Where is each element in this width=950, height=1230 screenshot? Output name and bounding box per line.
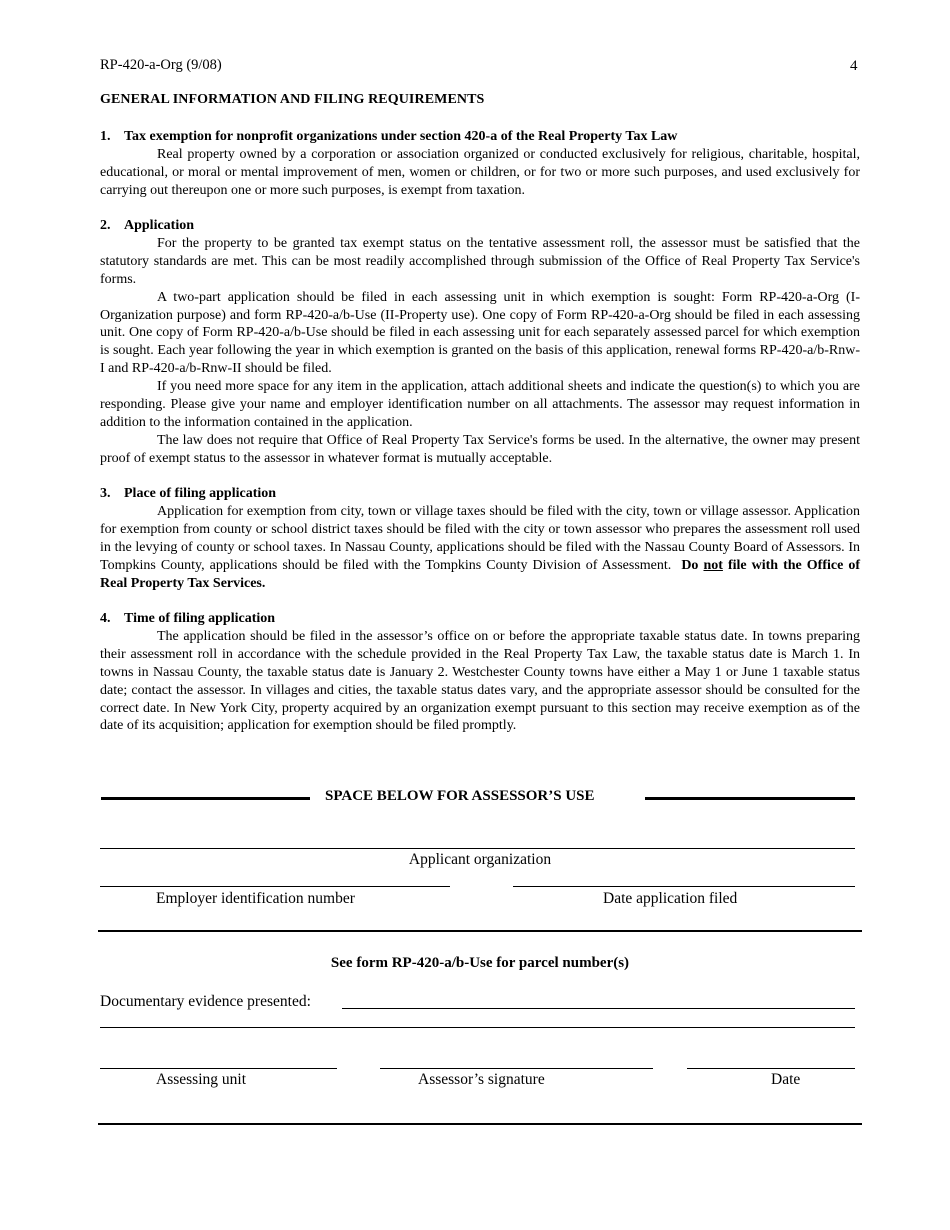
section-1-title: Tax exemption for nonprofit organizations under section 420-a of the Real Property Tax Law	[124, 129, 678, 144]
section-1	[100, 128, 860, 200]
section-2-paragraph-4: The law does not require that Office of Real Property Tax Service's forms be used. In the alternative, the owner may present proof of exempt status to the assessor in whatever format is mutually acceptable.	[100, 432, 860, 466]
parcel-note: See form RP-420-a/b-Use for parcel number(s)	[330, 955, 630, 971]
heading-rule-left	[101, 797, 310, 800]
employer-id-line[interactable]	[100, 886, 450, 887]
section-2-paragraph-2: A two-part application should be filed in each assessing unit in which exemption is sought: Form RP-420-a-Org (I-Organization purpose) and form RP-420-a/b-Use (II-Property use). One copy of Form RP-420-a-Org should be filed in each assessing unit. One copy of Form RP-420-a/b-Use should be filed in each assessing unit for each separately assessed parcel for which exemption is sought. Each year following the year in which exemption is granted on the basis of this application, renewal forms RP-420-a/b-Rnw-I and RP-420-a/b-Rnw-II should be filed.	[100, 289, 860, 377]
applicant-organization-line[interactable]	[100, 848, 855, 849]
applicant-organization-label: Applicant organization	[408, 851, 552, 868]
section-3-text: Application for exemption from city, town or village taxes should be filed with the city, town or village assessor. Application for exemption from county or school district taxes should be filed with the city or town assessor who prepares the assessment roll used in the levying of county or school taxes. In Nassau County, applications should be filed with the Nassau County Board of Assessors. In Tompkins County, applications should be filed with the Tompkins County Division of Assessment.	[100, 503, 860, 573]
form-code: RP-420-a-Org (9/08)	[100, 57, 222, 73]
assessor-signature-line[interactable]	[380, 1068, 653, 1069]
warning-do: Do	[681, 557, 699, 573]
assessing-unit-line[interactable]	[100, 1068, 337, 1069]
warning-rest: file with the Office of Real Property Tax Services.	[100, 557, 861, 591]
section-2-title: Application	[124, 218, 195, 233]
warning-not: not	[703, 557, 723, 573]
section-1-paragraph-1: Real property owned by a corporation or association organized or conducted exclusively for religious, charitable, hospital, educational, or moral or mental improvement of men, women or children, or for two or more such purposes, and used exclusively for carrying out thereupon one or more such purposes, is exempt from taxation.	[100, 146, 860, 198]
date-label: Date	[771, 1071, 801, 1088]
section-1-heading	[100, 128, 860, 146]
date-filed-label: Date application filed	[603, 890, 738, 907]
documentary-evidence-line[interactable]	[342, 1008, 855, 1009]
assessing-unit-label: Assessing unit	[156, 1071, 246, 1088]
heading-rule-right	[645, 797, 855, 800]
section-4-heading	[100, 610, 860, 628]
section-4-paragraph-1: The application should be filed in the assessor’s office on or before the appropriate taxable status date. In towns preparing their assessment roll in accordance with the schedule provided in the Real Property Tax Law, the taxable status date is March 1. In towns in Nassau County, the taxable status date is January 2. Westchester County towns have either a May 1 or June 1 taxable status date; contact the assessor. In villages and cities, the taxable status dates vary, and the appropriate assessor should be consulted for the correct date. In New York City, property acquired by an organization exempt pursuant to this section may receive exemption as of the date of its acquisition; application for exemption should be filed promptly.	[100, 628, 860, 734]
section-2	[100, 217, 860, 468]
date-filed-line[interactable]	[513, 886, 855, 887]
section-3-number: 3.	[100, 486, 111, 501]
page-title: GENERAL INFORMATION AND FILING REQUIREMENTS	[100, 92, 485, 107]
date-line[interactable]	[687, 1068, 855, 1069]
assessor-signature-label: Assessor’s signature	[418, 1071, 545, 1088]
section-2-paragraph-1: For the property to be granted tax exempt status on the tentative assessment roll, the assessor must be satisfied that the statutory standards are met. This can be most readily accomplished through submission of the Office of Real Property Tax Service's forms.	[100, 235, 860, 287]
employer-id-label: Employer identification number	[156, 890, 355, 907]
section-3-heading	[100, 485, 860, 503]
section-3	[100, 485, 860, 592]
section-3-title: Place of filing application	[124, 486, 277, 501]
section-1-number: 1.	[100, 129, 111, 144]
documentary-evidence-line-2[interactable]	[100, 1027, 855, 1028]
section-2-paragraph-3: If you need more space for any item in the application, attach additional sheets and indicate the question(s) to which you are responding. Please give your name and employer identification number on all attachments. The assessor may request information in addition to the information contained in the application.	[100, 379, 860, 430]
section-3-paragraph-1	[100, 503, 860, 593]
section-2-number: 2.	[100, 218, 111, 233]
section-4	[100, 610, 860, 735]
assessor-use-title: SPACE BELOW FOR ASSESSOR’S USE	[325, 788, 595, 804]
page-number: 4	[850, 58, 858, 74]
divider-rule	[98, 930, 862, 932]
section-4-title: Time of filing application	[124, 611, 276, 626]
section-4-number: 4.	[100, 611, 111, 626]
section-2-heading	[100, 217, 860, 235]
assessor-use-heading	[0, 788, 950, 808]
documentary-evidence-label: Documentary evidence presented:	[100, 993, 311, 1010]
bottom-rule	[98, 1123, 862, 1125]
